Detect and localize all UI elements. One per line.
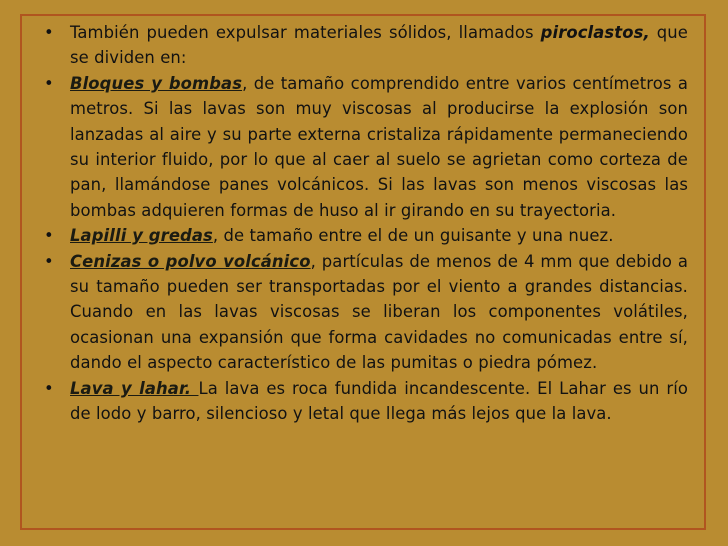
- item-text-after: que se dividen en:: [70, 23, 688, 68]
- item-title: Lapilli y gredas: [70, 226, 213, 246]
- bullet-icon: •: [44, 23, 54, 42]
- item-title: Cenizas o polvo volcánico: [70, 251, 311, 271]
- bullet-list: [44, 20, 688, 427]
- bullet-icon: •: [44, 73, 54, 93]
- item-text: , de tamaño comprendido entre varios centímetros a metros. Si las lavas son muy viscosas al producirse la explosión son lanzadas al aire y su parte externa cristaliza rápidamente permaneciendo su interior fluido, por lo que al caer al suelo se agrietan como corteza de pan, llamándose panes volcánicos. Si las lavas son menos viscosas las bombas adquieren formas de huso al ir girando en su trayectoria.: [70, 73, 688, 220]
- item-text: , de tamaño entre el de un guisante y una nuez.: [212, 226, 614, 246]
- item-text: , partículas de menos de 4 mm que debido a su tamaño pueden ser transportadas por el viento a grandes distancias. Cuando en las lavas viscosas se liberan los componentes volátiles, ocasionan una expansión que forma cavidades no comunicadas entre sí, dando el aspecto característico de las pumitas o piedra pómez.: [70, 251, 689, 373]
- bullet-icon: •: [44, 378, 54, 398]
- item-title: Lava y lahar.: [70, 378, 199, 398]
- list-item-lapilli: [44, 223, 688, 248]
- item-text: La lava es roca fundida incandescente. El Lahar es un río de lodo y barro, silencioso y letal que llega más lejos que la lava.: [70, 378, 688, 424]
- bullet-icon: •: [44, 226, 54, 246]
- item-keyword: piroclastos,: [540, 23, 650, 42]
- list-item-bloques-bombas: [44, 71, 688, 223]
- list-item-cenizas: [44, 249, 688, 376]
- bullet-icon: •: [44, 251, 54, 271]
- list-item-piroclastos: [44, 20, 688, 71]
- item-text: También pueden expulsar materiales sólidos, llamados: [70, 23, 541, 42]
- item-title: Bloques y bombas: [70, 73, 243, 93]
- list-item-lava-lahar: [44, 376, 688, 427]
